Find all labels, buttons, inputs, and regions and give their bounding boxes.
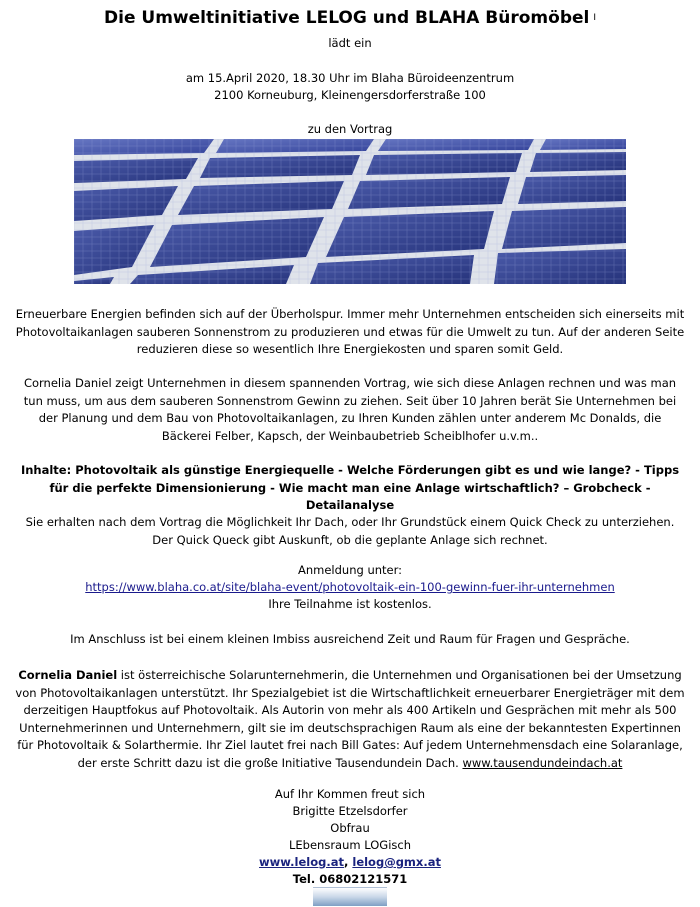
paragraph-intro: Erneuerbare Energien befinden sich auf der Überholspur. Immer mehr Unternehmen entscheiden sich einerseits mit Photovoltaikanlagen sauberen Sonnenstrom zu produzieren und etwas für die Umwelt zu tun. Auf der anderen Seite reduzieren diese so wesentlich Ihre Energiekosten und sparen somit Geld. (15, 307, 685, 356)
bio-name: Cornelia Daniel (18, 668, 118, 682)
paragraph-speaker: Cornelia Daniel zeigt Unternehmen in diesem spannenden Vortrag, wie sich diese Anlagen rechnen und was man tun muss, um aus dem sauberen Sonnenstrom Gewinn zu ziehen. Seit über 10 Jahren berät Sie Unternehmen bei der Planung und dem Bau von Photovoltaikanlagen, zu Ihren Kunden zählen unter anderem Mc Donalds, die Bäckerei Felber, Kapsch, der Weinbaubetrieb Scheiblhofer u.v.m.. (23, 376, 677, 443)
registration-label: Anmeldung unter: (297, 563, 403, 577)
paragraph-quick-check: Sie erhalten nach dem Vortrag die Möglichkeit Ihr Dach, oder Ihr Grundstück einem Quick Check zu unterziehen. Der Quick Queck gibt Auskunft, ob die geplante Anlage sich rechnet. (25, 515, 675, 547)
title-text: Die Umweltinitiative LELOG und BLAHA Büromöbel (104, 8, 590, 28)
email-link[interactable]: lelog@gmx.at (352, 855, 441, 869)
subtitle: lädt ein (328, 36, 372, 50)
footer-logo (313, 887, 387, 906)
registration-link[interactable]: https://www.blaha.co.at/site/blaha-event/photovoltaik-ein-100-gewinn-fuer-ihr-unternehmen (85, 580, 615, 594)
event-intro: zu den Vortrag (307, 122, 393, 136)
paragraph-bio (14, 667, 686, 772)
event-date: am 15.April 2020, 18.30 Uhr im Blaha Büroideenzentrum (185, 71, 515, 85)
event-address: 2100 Korneuburg, Kleinengersdorferstraße 100 (214, 88, 486, 102)
signature-phone: Tel. 06802121571 (292, 872, 408, 886)
paragraph-contents: Inhalte: Photovoltaik als günstige Energiequelle - Welche Förderungen gibt es und wie lange? - Tipps für die perfekte Dimensionierung - Wie macht man eine Anlage wirtschaftlich? – Grobcheck - Detailanalyse (20, 463, 680, 512)
free-participation-note: Ihre Teilnahme ist kostenlos. (268, 597, 432, 611)
website-link[interactable]: www.lelog.at (259, 855, 344, 869)
page-title (0, 8, 700, 28)
title-mark: I (593, 13, 596, 23)
signature-org: LEbensraum LOGisch (288, 838, 411, 852)
contact-separator: , (344, 855, 353, 869)
solar-panels-illustration (74, 139, 626, 284)
signature-contact (0, 855, 700, 870)
signature-role: Obfrau (330, 821, 370, 835)
signature-greeting: Auf Ihr Kommen freut sich (274, 787, 426, 801)
solar-panels-photo (74, 139, 626, 284)
signature-name: Brigitte Etzelsdorfer (292, 804, 408, 818)
bio-text: ist österreichische Solarunternehmerin, die Unternehmen und Organisationen bei der Umsetzung von Photovoltaikanlagen unterstützt. Ihr Spezialgebiet ist die Wirtschaftlichkeit erneuerbarer Energieträger mit dem derzeitigen Hauptfokus auf Photovoltaik. Als Autorin von mehr als 400 Artikeln und Gesprächen mit mehr als 500 Unternehmerinnen und Unternehmern, gilt sie im deutschsprachigen Raum als eine der bekanntesten Expertinnen für Photovoltaik & Solarthermie. Ihr Ziel lautet frei nach Bill Gates: Auf jedem Unternehmensdach eine Solaranlage, der erste Schritt dazu ist die große Initiative Tausendundein Dach. (15, 668, 685, 770)
paragraph-snack: Im Anschluss ist bei einem kleinen Imbiss ausreichend Zeit und Raum für Fragen und Gespräche. (70, 632, 630, 646)
bio-link[interactable]: www.tausendundeindach.at (462, 755, 623, 770)
